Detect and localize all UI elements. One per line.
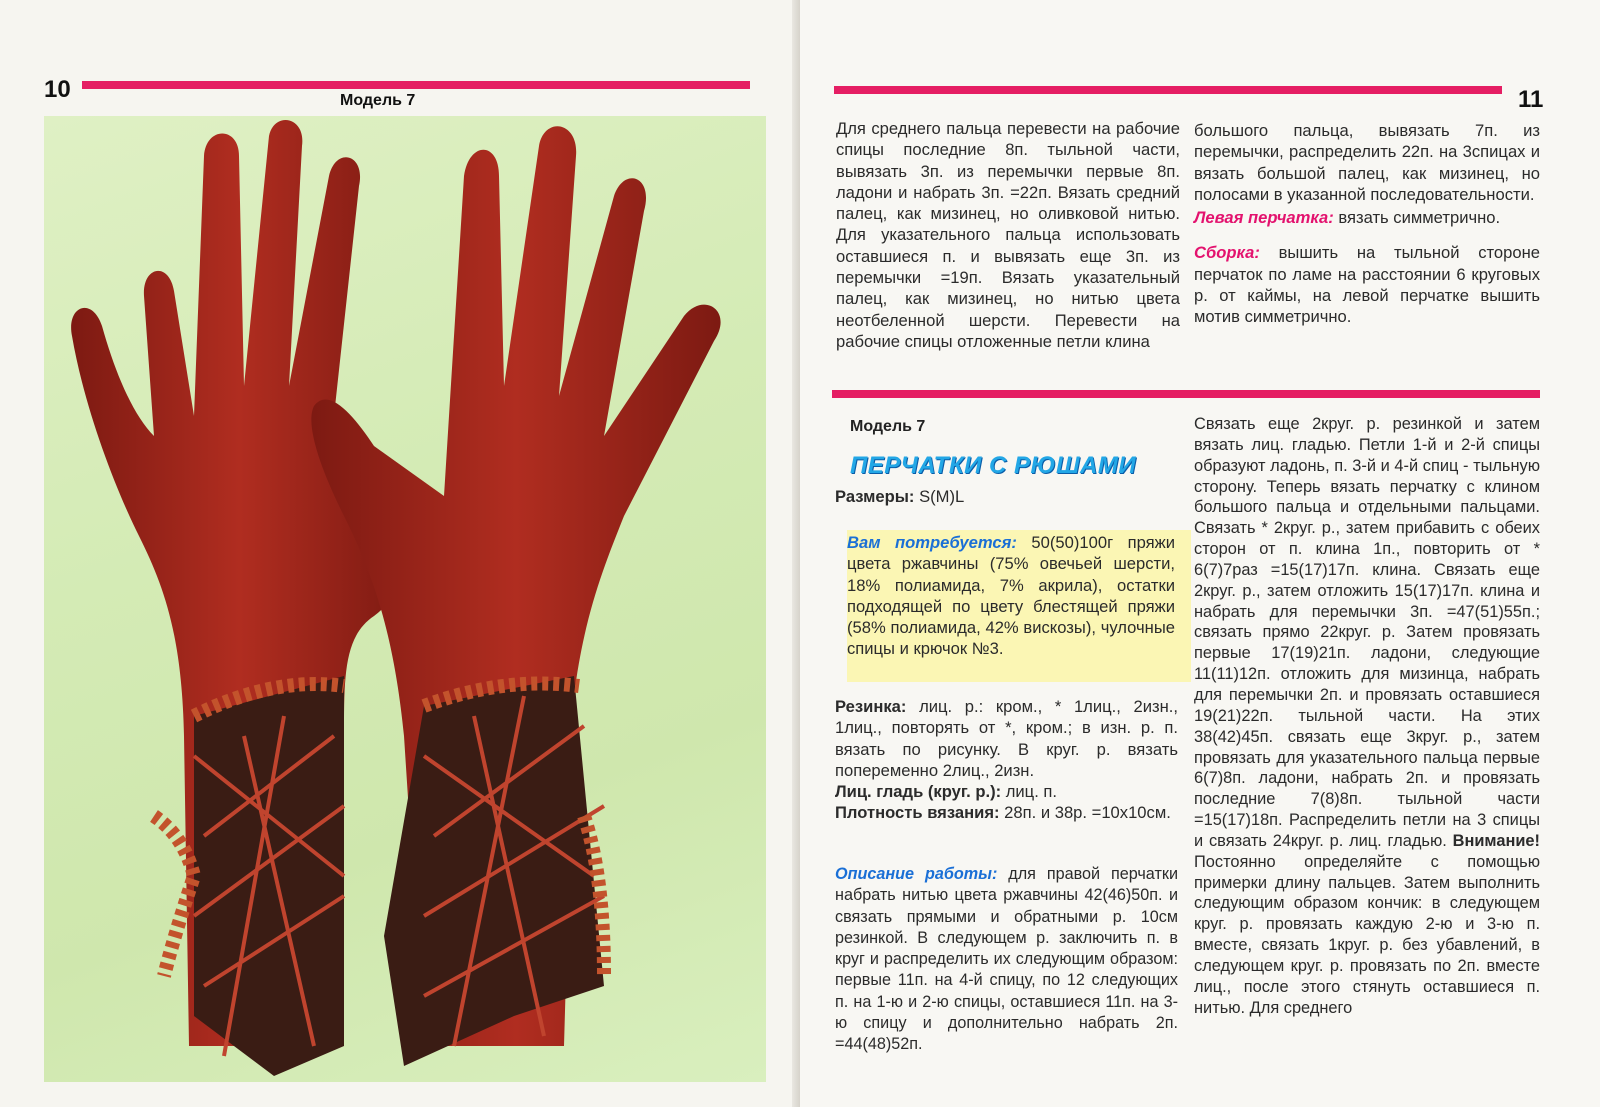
sizes-line <box>835 486 1180 507</box>
density-label: Плотность вязания: <box>835 803 1000 823</box>
rib-label: Резинка: <box>835 697 907 716</box>
page-number-right: 11 <box>1518 86 1544 113</box>
gloves-photo <box>44 116 766 1082</box>
top-col2-text <box>1194 120 1540 328</box>
gloves-illustration <box>44 116 766 1082</box>
instructions-col2 <box>1194 414 1540 1018</box>
pattern-title: ПЕРЧАТКИ С РЮШАМИ <box>850 452 1137 479</box>
top-col2-paragraph: большого пальца, вывязать 7п. из перемычки, распределить 22п. на 3спицах и вязать большой палец, как мизинец, но полосами в указанной последовательности. <box>1194 121 1540 204</box>
materials-value: 50(50)100г пряжи цвета ржавчины (75% овечьей шерсти, 18% полиамида, 7% акрила), остатки подходящей по цвету блестящей пряжи (58% полиамида, 42% вискозы), чулочные спицы и крючок №3. <box>847 533 1176 659</box>
materials-label: Вам потребуется: <box>847 533 1017 552</box>
instructions-text-a: Связать еще 2круг. р. резинкой и затем вязать лиц. гладью. Петли 1-й и 2-й спицы образуют ладонь, п. 3-й и 4-й спиц - тыльную сторону. Теперь вязать перчатку с клином большого пальца и отдельными пальцами. Связать * 2круг. р., затем прибавить с обеих сторон от п. клина 1п., повторить от * 6(7)7раз =15(17)17п. клина. Связать еще 2круг. р., затем отложить 15(17)17п. клина и набрать для перемычки 3п. =47(51)55п.; связать прямо 22круг. р. Затем провязать первые 17(19)21п. ладони, следующие 11(11)12п. отложить для мизинца, набрать для перемычки 2п. и провязать оставшиеся 19(21)22п. тыльной части. На этих 38(42)45п. связать еще 3круг. р., затем провязать для указательного пальца первые 6(7)8п. ладони, набрать 2п. и провязать последние 7(8)8п. тыльной части =15(17)18п. Распределить петли на 3 спицы и связать 24круг. р. лиц. гладью. <box>1194 415 1540 850</box>
description-text: для правой перчатки набрать нитью цвета ржавчины 42(46)50п. и связать прямыми и обратными р. 10см резинкой. В следующем р. заключить п. в круг и распределить их следующим образом: первые 11п. на 4-й спицу, по 12 следующих п. на 1-ю и 2-ю спицы, оставшиеся 11п. на 3-ю спицу и дополнительно набрать 2п. =44(48)52п. <box>835 865 1178 1054</box>
left-glove-label: Левая перчатка: <box>1194 208 1334 228</box>
stockinette-label: Лиц. гладь (круг. р.): <box>835 782 1002 802</box>
description-label: Описание работы: <box>835 865 998 883</box>
left-glove <box>71 120 408 1076</box>
model-label-right: Модель 7 <box>850 418 926 435</box>
technique-block <box>835 696 1178 824</box>
header-rule-left <box>82 81 750 89</box>
model-label-left: Модель 7 <box>340 92 416 109</box>
left-glove-text: вязать симметрично. <box>1333 208 1501 228</box>
sizes-label: Размеры: <box>835 487 915 506</box>
left-glove-paragraph <box>1194 207 1540 228</box>
top-col1-paragraph: Для среднего пальца перевести на рабочие спицы последние 8п. тыльной части, вывязать 3п. из перемычки первые 8п. ладони и набрать 3п. =22п. Вязать средний палец, как мизинец, но оливковой нитью. Для указательного пальца использовать оставшиеся п. и вывязать еще 3п. из перемычки =19п. Вязать указательный палец, как мизинец, но нитью цвета неотбеленной шерсти. Перевести на рабочие спицы отложенные петли клина <box>836 119 1180 351</box>
header-rule-right <box>834 86 1502 94</box>
page-number-left: 10 <box>44 76 71 103</box>
assembly-paragraph <box>1194 242 1540 327</box>
density-text: 28п. и 38р. =10x10см. <box>999 803 1171 823</box>
rib-text: лиц. р.: кром., * 1лиц., 2изн., 1лиц., повторять от *, кром.; в изн. р. п. вязать по рисунку. В круг. р. вязать попеременно 2лиц., 2изн. <box>835 697 1178 780</box>
sizes-value: S(M)L <box>914 487 965 506</box>
stockinette-text: лиц. п. <box>1001 782 1058 802</box>
section-rule <box>832 390 1540 398</box>
top-col1-text <box>836 118 1180 352</box>
assembly-text: вышить на тыльной стороне перчаток по ламе на расстоянии 6 круговых р. от каймы, на левой перчатке вышить мотив симметрично. <box>1194 243 1540 327</box>
description-block <box>835 864 1178 1056</box>
attention-label: Внимание! <box>1452 831 1540 850</box>
assembly-label: Сборка: <box>1194 243 1260 263</box>
materials-text <box>847 532 1175 660</box>
instructions-text-b: Постоянно определяйте с помощью примерки длину пальцев. Затем выполнить следующим образом кончик: в следующем круг. р. провязать каждую 2-ю и 3-ю п. вместе, связать 1круг. р. без убавлений, в следующем круг. р. провязать по 2п. вместе лиц., после этого стянуть оставшиеся п. нитью. Для среднего <box>1194 852 1540 1017</box>
